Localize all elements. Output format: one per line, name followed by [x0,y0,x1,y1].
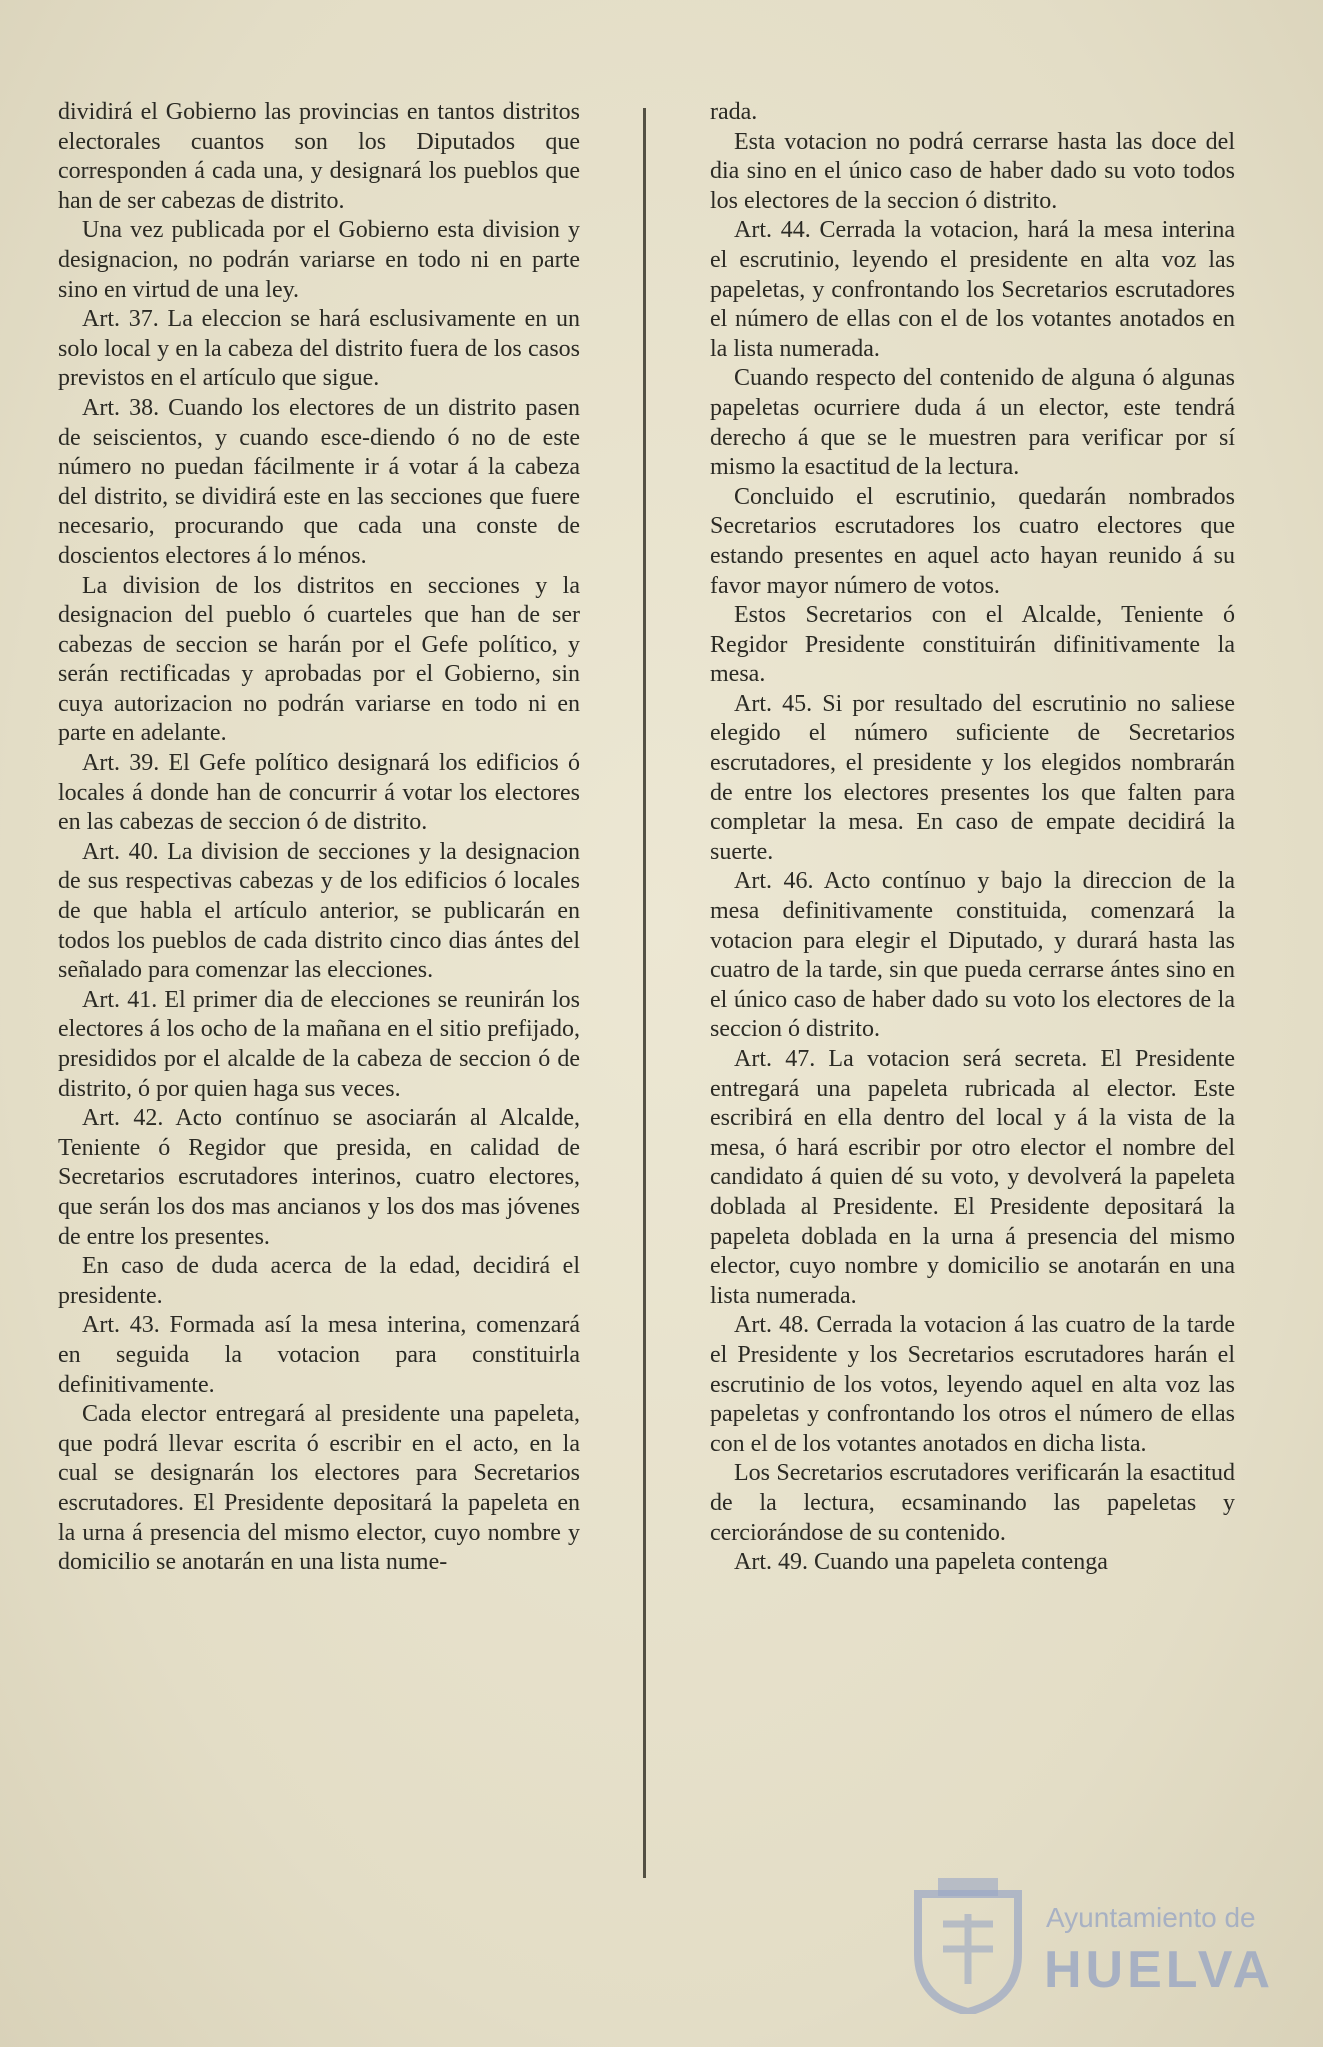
right-column [710,98,1235,1578]
paragraph: Cuando respecto del contenido de alguna ó algunas papeletas ocurriere duda á un elector, este tendrá derecho á que se le muestren para verificar por sí mismo la esactitud de la lectura. [710,365,1235,481]
article-40: Art. 40. La division de secciones y la designacion de sus respectivas cabezas y de los edificios ó locales de que habla el artículo anterior, se publicarán en todos los pueblos de cada distrito cinco dias ántes del señalado para comenzar las elecciones. [58,838,580,984]
article-49: Art. 49. Cuando una papeleta contenga [734,1549,1108,1576]
paragraph: rada. [710,99,758,125]
article-39: Art. 39. El Gefe político designará los edificios ó locales á donde han de concurrir á votar los electores en las cabezas de seccion ó de distrito. [58,750,580,836]
article-46: Art. 46. Acto contínuo y bajo la direccion de la mesa definitivamente constituida, comenzará la votacion para elegir el Diputado, y durará hasta las cuatro de la tarde, sin que pueda cerrarse ántes sino en el único caso de haber dado su voto los electores de la seccion ó distrito. [710,868,1235,1043]
paragraph: Los Secretarios escrutadores verificarán la esactitud de la lectura, ecsaminando las papeletas y cerciorándose de su contenido. [710,1460,1235,1546]
article-43: Art. 43. Formada así la mesa interina, comenzará en seguida la votacion para constituirla definitivamente. [58,1312,580,1398]
paragraph: Concluido el escrutinio, quedarán nombrados Secretarios escrutadores los cuatro electores que estando presentes en aquel acto hayan reunido á su favor mayor número de votos. [710,483,1235,599]
paragraph: En caso de duda acerca de la edad, decidirá el presidente. [58,1253,580,1309]
paragraph: Estos Secretarios con el Alcalde, Teniente ó Regidor Presidente constituirán difinitivamente la mesa. [710,602,1235,688]
watermark-line2: HUELVA [1044,1941,1275,1999]
paragraph: Esta votacion no podrá cerrarse hasta las doce del dia sino en el único caso de haber dado su voto todos los electores de la seccion ó distrito. [710,128,1235,214]
article-45: Art. 45. Si por resultado del escrutinio no saliese elegido el número suficiente de Secretarios escrutadores, el presidente y los elegidos nombrarán de entre los electores presentes los que falten para completar la mesa. En caso de empate decidirá la suerte. [710,690,1235,865]
article-37: Art. 37. La eleccion se hará esclusivamente en un solo local y en la cabeza del distrito fuera de los casos previstos en el artículo que sigue. [58,306,580,392]
article-38: Art. 38. Cuando los electores de un distrito pasen de seiscientos, y cuando esce-diendo ó no de este número no puedan fácilmente ir á votar á la cabeza del distrito, se dividirá este en las secciones que fuere necesario, procurando que cada una conste de doscientos electores á lo ménos. [58,394,580,569]
article-41: Art. 41. El primer dia de elecciones se reunirán los electores á los ocho de la mañana en el sitio prefijado, presididos por el alcalde de la cabeza de seccion ó de distrito, ó por quien haga sus veces. [58,986,580,1102]
paragraph: Una vez publicada por el Gobierno esta division y designacion, no podrán variarse en todo ni en parte sino en virtud de una ley. [58,217,580,303]
article-48: Art. 48. Cerrada la votacion á las cuatro de la tarde el Presidente y los Secretarios escrutadores harán el escrutinio de los votos, leyendo aquel en alta voz las papeletas y confrontando los otros el número de ellas con el de los votantes anotados en dicha lista. [710,1312,1235,1457]
paragraph: La division de los distritos en secciones y la designacion del pueblo ó cuarteles que han de ser cabezas de seccion se harán por el Gefe político, y serán rectificadas y aprobadas por el Gobierno, sin cuya autorizacion no podrán variarse en todo ni en parte en adelante. [58,572,580,747]
article-42: Art. 42. Acto contínuo se asociarán al Alcalde, Teniente ó Regidor que presida, en calidad de Secretarios escrutadores interinos, cuatro electores, que serán los dos mas ancianos y los dos mas jóvenes de entre los presentes. [58,1105,580,1250]
left-column [58,98,580,1578]
article-44: Art. 44. Cerrada la votacion, hará la mesa interina el escrutinio, leyendo el presidente en alta voz las papeletas, y confrontando los Secretarios escrutadores el número de ellas con el de los votantes anotados en la lista numerada. [710,217,1235,362]
paragraph: dividirá el Gobierno las provincias en tantos distritos electorales cuantos son los Diputados que corresponden á cada una, y designará los pueblos que han de ser cabezas de distrito. [58,99,580,214]
article-47: Art. 47. La votacion será secreta. El Presidente entregará una papeleta rubricada al elector. Este escribirá en ella dentro del local y á la vista de la mesa, ó hará escribir por otro elector el nombre del candidato á quien dé su voto, y devolverá la papeleta doblada al Presidente. El Presidente depositará la papeleta doblada en la urna á presencia del mismo elector, cuyo nombre y domicilio se anotarán en una lista numerada. [710,1046,1235,1309]
column-divider [643,108,646,1878]
crest-icon [908,1874,1028,2014]
paragraph: Cada elector entregará al presidente una papeleta, que podrá llevar escrita ó escribir en el acto, en la cual se designarán los electores para Secretarios escrutadores. El Presidente depositará la papeleta en la urna á presencia del mismo elector, cuyo nombre y domicilio se anotarán en una lista nume- [58,1401,580,1576]
watermark-line1: Ayuntamiento de [1046,1902,1256,1933]
archive-watermark [908,1868,1278,2018]
